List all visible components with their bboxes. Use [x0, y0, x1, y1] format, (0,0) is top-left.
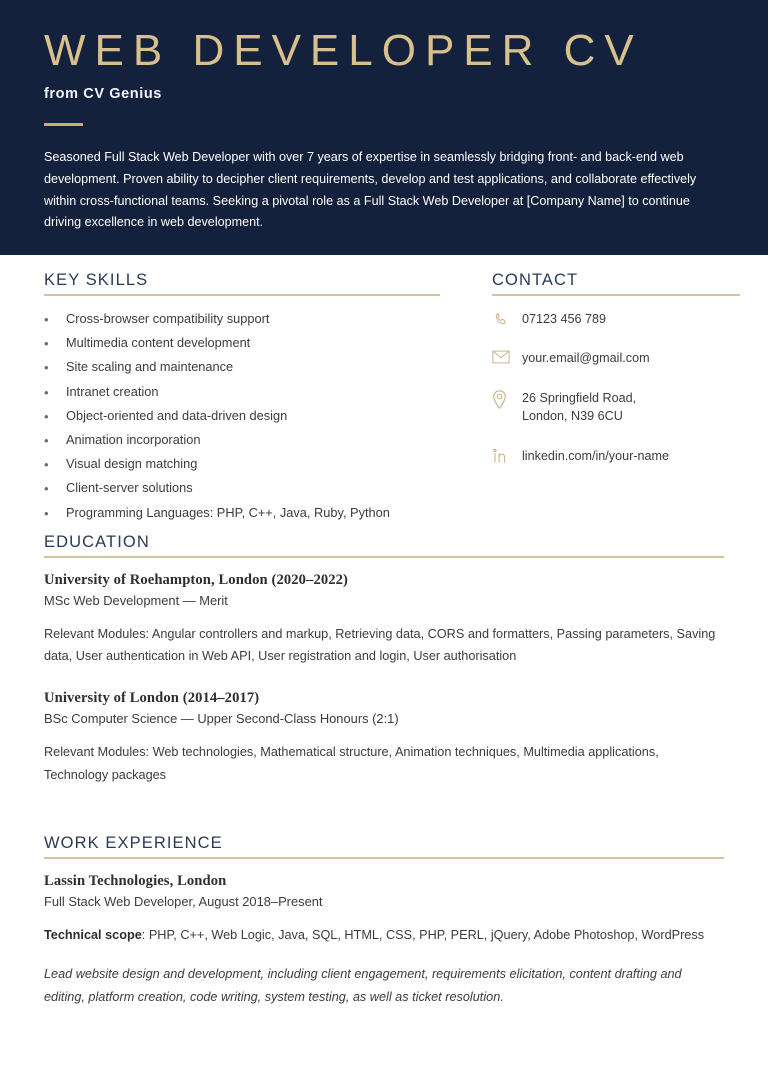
education-organisation: University of London (2014–2017)	[44, 689, 260, 706]
work-description: Lead website design and development, including client engagement, requirements elicitation, content drafting and editing, platform creation, code writing, system testing, as well as ticket resolution.	[44, 967, 682, 1004]
skill-label: Programming Languages: PHP, C++, Java, Ruby, Python	[66, 504, 390, 520]
list-item	[44, 404, 440, 428]
header-subtitle: from CV Genius	[44, 86, 162, 103]
key-skills-list	[44, 308, 440, 526]
two-column-strip	[28, 255, 740, 525]
skill-label: Animation incorporation	[66, 432, 201, 448]
list-item	[44, 501, 440, 525]
address-value	[522, 389, 636, 426]
list-item	[44, 308, 440, 332]
contact-phone-row[interactable]	[492, 310, 740, 329]
education-section	[28, 533, 740, 786]
education-entry	[44, 690, 724, 786]
linkedin-value: linkedin.com/in/your-name	[522, 449, 669, 463]
bullet-icon: •	[44, 384, 49, 400]
skill-label: Visual design matching	[66, 456, 198, 472]
linkedin-icon	[492, 447, 522, 465]
skill-label: Site scaling and maintenance	[66, 359, 234, 375]
skill-label: Intranet creation	[66, 383, 159, 399]
work-experience-heading: WORK EXPERIENCE	[44, 834, 223, 853]
work-entry	[44, 873, 724, 1009]
cv-body	[0, 255, 768, 1008]
list-item	[44, 477, 440, 501]
phone-icon	[492, 310, 522, 328]
bullet-icon: •	[44, 336, 49, 352]
contact-section	[440, 271, 740, 525]
list-item	[44, 380, 440, 404]
bullet-icon: •	[44, 408, 49, 424]
location-pin-icon	[492, 389, 522, 409]
technical-scope-text: : PHP, C++, Web Logic, Java, SQL, HTML, CSS, PHP, PERL, jQuery, Adobe Photoshop, WordPress	[141, 927, 705, 942]
bullet-icon: •	[44, 433, 49, 449]
contact-email-row[interactable]	[492, 349, 740, 368]
bullet-icon: •	[44, 505, 49, 521]
work-experience-underline	[44, 857, 724, 859]
contact-heading: CONTACT	[492, 271, 579, 289]
header-divider	[44, 123, 83, 126]
profile-summary: Seasoned Full Stack Web Developer with over 7 years of expertise in seamlessly bridging front- and back-end web development. Proven ability to decipher client requirements, develop and test applications, and collaborate effectively within cross-functional teams. Seeking a pivotal role as a Full Stack Web Developer at [Company Name] to continue driving excellence in web development.	[44, 150, 697, 230]
bullet-icon: •	[44, 457, 49, 473]
email-value: your.email@gmail.com	[522, 351, 650, 366]
work-technical-scope	[44, 924, 724, 947]
list-item	[44, 356, 440, 380]
list-item	[44, 453, 440, 477]
skill-label: Client-server solutions	[66, 480, 193, 496]
page-title: WEB DEVELOPER CV	[44, 26, 643, 75]
key-skills-underline	[44, 294, 440, 296]
work-organisation: Lassin Technologies, London	[44, 872, 227, 889]
education-degree: BSc Computer Science — Upper Second-Class Honours (2:1)	[44, 710, 399, 726]
skill-label: Multimedia content development	[66, 335, 251, 351]
work-experience-section	[28, 834, 740, 1008]
education-heading: EDUCATION	[44, 533, 150, 552]
address-line-1: 26 Springfield Road,	[522, 390, 637, 405]
education-underline	[44, 556, 724, 558]
bullet-icon: •	[44, 481, 49, 497]
list-item	[44, 332, 440, 356]
education-degree: MSc Web Development — Merit	[44, 592, 228, 608]
contact-linkedin-row[interactable]	[492, 447, 740, 466]
list-item	[44, 428, 440, 452]
education-modules: Relevant Modules: Angular controllers and markup, Retrieving data, CORS and formatters, Passing parameters, Saving data, User authentication in Web API, User registration and login, User authorisation	[44, 626, 716, 664]
cv-header	[0, 0, 768, 255]
education-entry	[44, 572, 724, 668]
key-skills-heading: KEY SKILLS	[44, 271, 149, 289]
key-skills-section	[28, 271, 440, 525]
contact-address-row[interactable]	[492, 389, 740, 426]
bullet-icon: •	[44, 312, 49, 328]
contact-list	[492, 310, 740, 466]
education-modules: Relevant Modules: Web technologies, Mathematical structure, Animation techniques, Multimedia applications, Technology packages	[44, 744, 659, 782]
contact-underline	[492, 294, 740, 296]
skill-label: Cross-browser compatibility support	[66, 311, 270, 327]
bullet-icon: •	[44, 360, 49, 376]
skill-label: Object-oriented and data-driven design	[66, 407, 288, 423]
work-role: Full Stack Web Developer, August 2018–Present	[44, 893, 323, 909]
envelope-icon	[492, 349, 522, 364]
education-organisation: University of Roehampton, London (2020–2022)	[44, 571, 348, 588]
address-line-2: London, N39 6CU	[522, 409, 623, 424]
technical-scope-label: Technical scope	[44, 927, 142, 942]
phone-value: 07123 456 789	[522, 311, 607, 326]
